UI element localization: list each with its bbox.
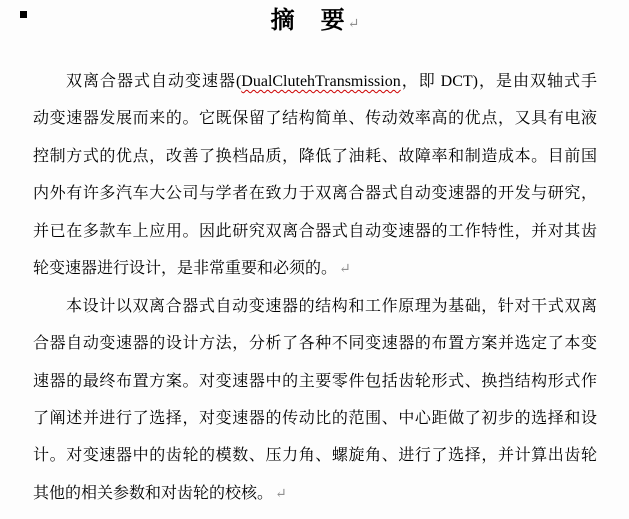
body-line [33, 484, 597, 519]
misspelled-text: DualClutehTransmission [241, 73, 401, 90]
line-text: 其他的相关参数和对齿轮的校核。 [33, 484, 274, 502]
body-line [33, 72, 597, 109]
body-line: 并已在多款车上应用。因此研究双离合器式自动变速器的工作特性，并对其齿 [33, 222, 597, 240]
paragraph-mark-icon: ↵ [275, 486, 287, 502]
abstract-body [33, 72, 597, 519]
paragraph-mark-icon: ↵ [347, 17, 360, 32]
body-line: 计。对变速器中的齿轮的模数、压力角、螺旋角、进行了选择，并计算出齿轮 [33, 447, 597, 465]
title-row [33, 6, 597, 40]
paragraph-mark-icon: ↵ [339, 262, 351, 278]
document-title: 摘 要 [270, 8, 346, 34]
body-line: 了阐述并进行了选择，对变速器的传动比的范围、中心距做了初步的选择和设 [33, 409, 597, 427]
body-line [33, 259, 597, 296]
line-text: 轮变速器进行设计，是非常重要和必须的。 [33, 260, 338, 278]
body-line: 速器的最终布置方案。对变速器中的主要零件包括齿轮形式、换挡结构形式作 [33, 372, 597, 390]
body-line: 内外有许多汽车大公司与学者在致力于双离合器式自动变速器的开发与研究， [33, 185, 597, 203]
black-square-marker [20, 11, 27, 18]
line-text: 双离合器式自动变速器( [66, 73, 242, 90]
line-text: ，即 DCT)，是由双轴式手 [400, 73, 597, 90]
body-line: 动变速器发展而来的。它既保留了结构简单、传动效率高的优点，又具有电液 [33, 110, 597, 128]
body-line: 合器自动变速器的设计方法，分析了各种不同变速器的布置方案并选定了本变 [33, 335, 597, 353]
body-line: 本设计以双离合器式自动变速器的结构和工作原理为基础，针对干式双离 [66, 297, 597, 315]
body-line: 控制方式的优点，改善了换档品质，降低了油耗、故障率和制造成本。目前国 [33, 147, 597, 165]
